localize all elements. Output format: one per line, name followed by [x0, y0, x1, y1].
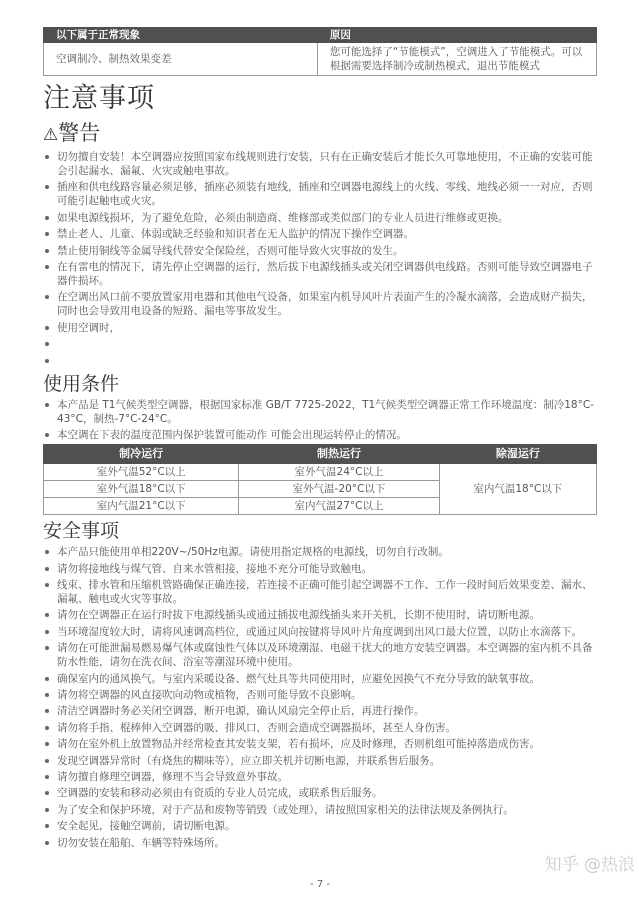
list-item [43, 608, 597, 622]
list-item-text: 清洁空调器时务必关闭空调器，断开电源，确认风扇完全停止后，再进行操作。 [57, 705, 425, 718]
list-item [43, 244, 597, 258]
table-cell: 室内气温21°C以下 [44, 498, 239, 515]
list-item [43, 180, 597, 208]
bullet-icon [45, 759, 49, 763]
bullet-icon [45, 550, 49, 554]
bullet-icon [45, 775, 49, 779]
list-item-text: 本产品只能使用单相220V~/50Hz电源。请使用指定规格的电源线，切勿自行改制。 [57, 546, 449, 559]
list-item [43, 836, 597, 850]
list-item-text: 请勿将接地线与煤气管、自来水管相接，接地不充分可能导致触电。 [57, 562, 372, 575]
list-item [43, 545, 597, 559]
bullet-icon [45, 232, 49, 236]
page-number: - 7 - [310, 878, 330, 890]
bullet-icon [45, 342, 49, 346]
list-item [43, 211, 597, 225]
list-item [43, 803, 597, 817]
list-item-text: 请勿在室外机上放置物品并经常检查其安装支架，若有损坏，应及时修理，否则机组可能掉落造成伤害。 [57, 738, 540, 751]
list-item [43, 337, 597, 351]
bullet-icon [45, 567, 49, 571]
list-item [43, 562, 597, 576]
bullet-icon [45, 646, 49, 650]
bullet-icon [45, 185, 49, 189]
page-footer [43, 854, 635, 892]
bullet-icon [45, 630, 49, 634]
safety-heading: 安全事项 [43, 520, 120, 543]
list-item [43, 625, 597, 639]
list-item [43, 578, 597, 606]
bullet-icon [45, 326, 49, 330]
list-item-text: 本产品是 T1气候类型空调器，根据国家标准 GB/T 7725-2022，T1气候类型空调器正常工作环境温度：制冷18°C-43°C，制热-7°C-24°C。 [57, 398, 594, 425]
table-cell: 室外气温-20°C以下 [239, 481, 439, 498]
table-cell: 您可能选择了“节能模式”，空调进入了节能模式。可以根据需要选择制冷或制热模式，退出节能模式 [317, 43, 596, 76]
warning-list [43, 150, 597, 368]
table-header: 除湿运行 [439, 445, 596, 464]
list-item-text: 请勿将空调器的风直接吹向动物或植物，否则可能导致不良影响。 [57, 689, 362, 702]
list-item [43, 260, 597, 288]
list-item [43, 737, 597, 751]
warning-heading [43, 120, 597, 148]
safety-list [43, 545, 597, 849]
bullet-icon [45, 791, 49, 795]
watermark: 知乎 @热浪 [544, 854, 635, 875]
list-item-text: 为了安全和保护环境，对于产品和废物等销毁（或处理），请按照国家相关的法律法规及条例执行。 [57, 803, 514, 816]
list-item-text: 安全起见，接触空调前，请切断电源。 [57, 820, 236, 833]
bullet-icon [45, 613, 49, 617]
table-row [44, 43, 597, 76]
bullet-icon [45, 155, 49, 159]
list-item-text: 插座和供电线路容量必须足够，插座必须装有地线，插座和空调器电源线上的火线、零线、地线必须一一对应，否则可能引起触电或火灾。 [57, 181, 593, 208]
warning-triangle-icon: ⚠ [43, 125, 59, 145]
table-cell: 空调制冷、制热效果变差 [44, 43, 318, 76]
list-item-text: 如果电源线损坏，为了避免危险，必须由制造商、维修部或类似部门的专业人员进行维修或更换。 [57, 211, 509, 224]
list-item-text: 在空调出风口前不要放置家用电器和其他电气设备，如果室内机导风叶片表面产生的冷凝水滴落，会造成财产损失，同时也会导致用电设备的短路、漏电等事故发生。 [57, 291, 593, 318]
list-item [43, 290, 597, 318]
list-item-text: 禁止使用铜线等金属导线代替安全保险丝，否则可能导致火灾事故的发生。 [57, 244, 404, 257]
bullet-icon [45, 433, 49, 437]
normal-phenomena-table [43, 27, 597, 76]
list-item [43, 398, 597, 426]
bullet-icon [45, 583, 49, 587]
list-item-text: 本空调在下表的温度范围内保护装置可能动作 可能会出现运转停止的情况。 [57, 428, 407, 441]
table-cell: 室外气温24°C以上 [239, 464, 439, 481]
list-item [43, 704, 597, 718]
list-item-text: 空调器的安装和移动必须由有资质的专业人员完成，或联系售后服务。 [57, 787, 383, 800]
conditions-list [43, 398, 597, 442]
bullet-icon [45, 359, 49, 363]
bullet-icon [45, 403, 49, 407]
list-item [43, 786, 597, 800]
page-title: 注意事项 [43, 83, 155, 114]
list-item [43, 770, 597, 784]
table-header: 原因 [317, 28, 596, 43]
bullet-icon [45, 824, 49, 828]
list-item-text: 切勿擅自安装！本空调器应按照国家布线规则进行安装，只有在正确安装后才能长久可靠地使用，不正确的安装可能会引起漏水、漏氟、火灾或触电事故。 [57, 151, 593, 177]
table-header: 制热运行 [239, 445, 439, 464]
table-cell: 室外气温52°C以上 [44, 464, 239, 481]
table-header: 制冷运行 [44, 445, 239, 464]
list-item-text: 请勿在空调器正在运行时拔下电源线插头或通过插拔电源线插头来开关机，长期不使用时，请切断电源。 [57, 609, 540, 622]
list-item-text: 在有雷电的情况下，请先停止空调器的运行，然后拔下电源线插头或关闭空调器供电线路。否则可能导致空调器电子器件损坏。 [57, 260, 593, 287]
list-item-text: 请勿在可能泄漏易燃易爆气体或腐蚀性气体以及环境潮湿、电磁干扰大的地方安装空调器。本空调器的室内机不具备防水性能，请勿在洗衣间、浴室等潮湿环境中使用。 [57, 642, 593, 669]
list-item-text: 禁止老人、儿童、体弱或缺乏经验和知识者在无人监护的情况下操作空调器。 [57, 228, 414, 241]
bullet-icon [45, 265, 49, 269]
bullet-icon [45, 249, 49, 253]
list-item-text: 发现空调器异常时（有烧焦的糊味等），应立即关机并切断电源，并联系售后服务。 [57, 754, 441, 767]
list-item [43, 354, 597, 368]
bullet-icon [45, 216, 49, 220]
list-item-text: 切勿安装在船舶、车辆等特殊场所。 [57, 836, 225, 849]
table-cell: 室内气温18°C以下 [439, 464, 596, 515]
list-item-text: 线束、排水管和压缩机管路确保正确连接，若连接不正确可能引起空调器不工作、工作一段时间后效果变差、漏水、漏氟、触电或火灾等事故。 [57, 579, 593, 606]
bullet-icon [45, 295, 49, 299]
conditions-heading: 使用条件 [43, 372, 120, 395]
table-cell: 室外气温18°C以下 [44, 481, 239, 498]
list-item-text: 请勿擅自修理空调器，修理不当会导致意外事故。 [57, 770, 288, 783]
bullet-icon [45, 742, 49, 746]
list-item-text: 确保室内的通风换气。与室内采暖设备、燃气灶具等共同使用时，应避免因换气不充分导致的缺氧事故。 [57, 672, 540, 685]
list-item [43, 672, 597, 686]
warning-heading-text: 警告 [58, 121, 101, 145]
list-item [43, 688, 597, 702]
bullet-icon [45, 693, 49, 697]
bullet-icon [45, 677, 49, 681]
bullet-icon [45, 808, 49, 812]
table-row [44, 464, 597, 481]
list-item-text: 请勿将手指、棍棒伸入空调器的吸、排风口，否则会造成空调器损坏，甚至人身伤害。 [57, 721, 456, 734]
bullet-icon [45, 841, 49, 845]
list-item [43, 227, 597, 241]
bullet-icon [45, 709, 49, 713]
list-item [43, 641, 597, 669]
list-item [43, 721, 597, 735]
list-item-text: 使用空调时， [57, 321, 120, 334]
bullet-icon [45, 726, 49, 730]
table-header: 以下属于正常现象 [44, 28, 318, 43]
list-item [43, 321, 597, 335]
list-item-text: 当环境湿度较大时，请将风速调高档位，或通过风向按键将导风叶片角度调到出风口最大位置，以防止水滴落下。 [57, 625, 582, 638]
list-item [43, 754, 597, 768]
temperature-table [43, 444, 597, 515]
list-item [43, 150, 597, 178]
list-item [43, 819, 597, 833]
table-cell: 室内气温27°C以上 [239, 498, 439, 515]
list-item [43, 428, 597, 442]
